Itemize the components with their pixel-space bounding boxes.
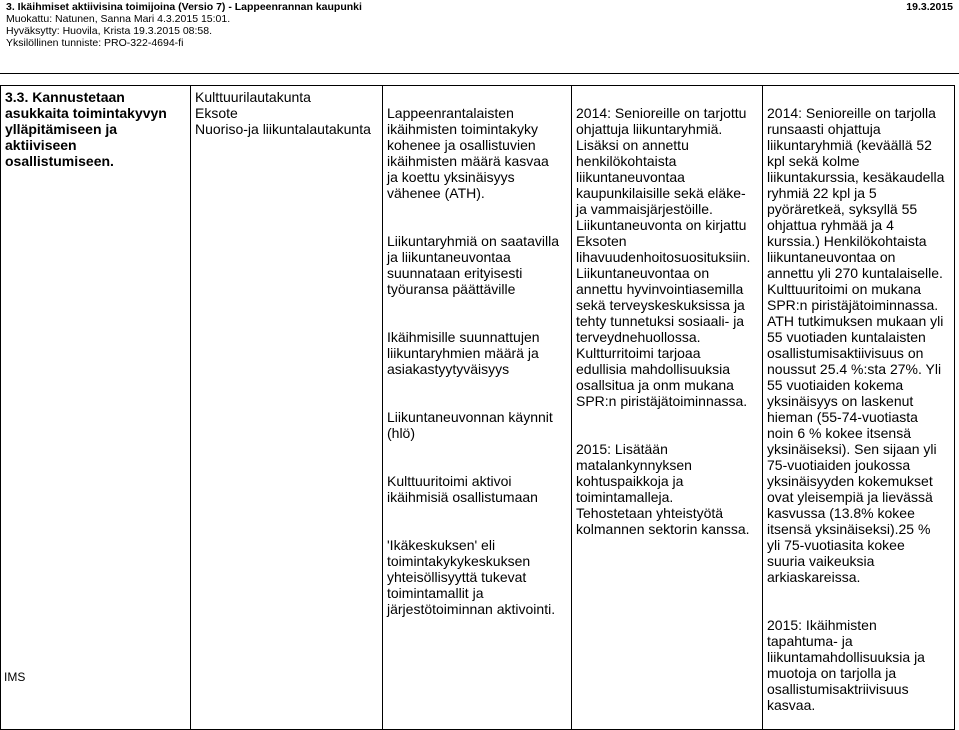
action-text: 2014: Senioreille on tarjottu ohjattuja liikuntaryhmiä. Lisäksi on annettu henkilökohtaista liikuntaneuvontaa kaupunkilaisille sekä eläke- ja vammaisjärjestöille. Liikuntaneuvonta on kirjattu Eksoten lihavuudenhoitosuosituksiin. Liikuntaneuvontaa on annettu hyvinvointiasemilla sekä terveyskeskuksissa ja tehty tunnetuksi sosiaali- ja terveydnehuollossa. Kultturritoimi tarjoaa edullisia mahdollisuuksia osallsitua ja onm mukana SPR:n piristäjätoiminnassa. bbox=[576, 105, 751, 409]
header-identifier: Yksilöllinen tunniste: PRO-322-4694-fi bbox=[6, 37, 184, 49]
goal-cell: 3.3. Kannustetaan asukkaita toimintakyvyn ylläpitämiseen ja aktiiviseen osallistumiseen. bbox=[1, 86, 191, 730]
responsible-cell: Kulttuurilautakunta Eksote Nuoriso-ja liikuntalautakunta bbox=[191, 86, 383, 730]
header-date: 19.3.2015 bbox=[906, 1, 953, 13]
indicator-text: 'Ikäkeskuksen' eli toimintakykykeskuksen yhteisöllisyyttä tukevat toimintamallit ja järjestötoiminnan aktivointi. bbox=[387, 537, 556, 617]
header-divider bbox=[0, 73, 959, 74]
indicator-text: Lappeenrantalaisten ikäihmisten toimintakyky kohenee ja osallistuvien ikäihmisten määrä kasvaa ja koettu yksinäisyys vähenee (ATH). bbox=[387, 105, 549, 201]
plan-table bbox=[0, 85, 955, 730]
header-modified: Muokattu: Natunen, Sanna Mari 4.3.2015 15:01. bbox=[6, 13, 231, 25]
action-text: 2015: Lisätään matalankynnyksen kohtuspaikkoja ja toimintamalleja. Tehostetaan yhteistyötä kolmannen sektorin kanssa. bbox=[576, 441, 750, 537]
result-text: 2014: Senioreille on tarjolla runsaasti ohjattuja liikuntaryhmiä (keväällä 52 kpl sekä kolme liikuntakurssia, kesäkaudella ryhmiä 22 kpl ja 5 pyöräretkeä, syksyllä 55 ohjattua ryhmää ja 4 kurssia.) Henkilökohtaista liikuntaneuvontaa on annettu yli 270 kuntalaiselle. Kulttuuritoimi on mukana SPR:n piristäjätoiminnassa. ATH tutkimuksen mukaan yli 55 vuotiaden kuntalaisten osallistumisaktiivisuus on noussut 25.4 %:sta 27%. Yli 55 vuotiaiden kokema yksinäisyys on laskenut hieman (55-74-vuotiasta noin 6 % kokee itsensä yksinäiseksi). Sen sijaan yli 75-vuotiaiden joukossa yksinäisyyden kokemukset ovat yleisempiä ja lievässä kasvussa (13.8% kokee itsensä yksinäiseksi).25 % yli 75-vuotiasita kokee suuria vaikeuksia arkiaskareissa. bbox=[767, 105, 945, 585]
indicator-text: Liikuntaneuvonnan käynnit (hlö) bbox=[387, 409, 553, 441]
table-row bbox=[1, 86, 955, 730]
indicators-cell bbox=[383, 86, 572, 730]
actions-cell bbox=[572, 86, 763, 730]
header-title: 3. Ikäihmiset aktiivisina toimijoina (Versio 7) - Lappeenrannan kaupunki bbox=[6, 1, 362, 13]
indicator-text: Ikäihmisille suunnattujen liikuntaryhmien määrä ja asiakastyytyväisyys bbox=[387, 329, 540, 377]
header-approved: Hyväksytty: Huovila, Krista 19.3.2015 08:58. bbox=[6, 25, 213, 37]
indicator-text: Kulttuuritoimi aktivoi ikäihmisiä osallistumaan bbox=[387, 473, 538, 505]
footer-label: IMS bbox=[4, 670, 26, 684]
results-cell bbox=[763, 86, 955, 730]
result-text: 2015: Ikäihmisten tapahtuma- ja liikuntamahdollisuuksia ja muotoja on tarjolla ja osallistumisaktriivisuus kasvaa. bbox=[767, 617, 925, 713]
indicator-text: Liikuntaryhmiä on saatavilla ja liikuntaneuvontaa suunnataan erityisesti työuransa päättäville bbox=[387, 233, 559, 297]
